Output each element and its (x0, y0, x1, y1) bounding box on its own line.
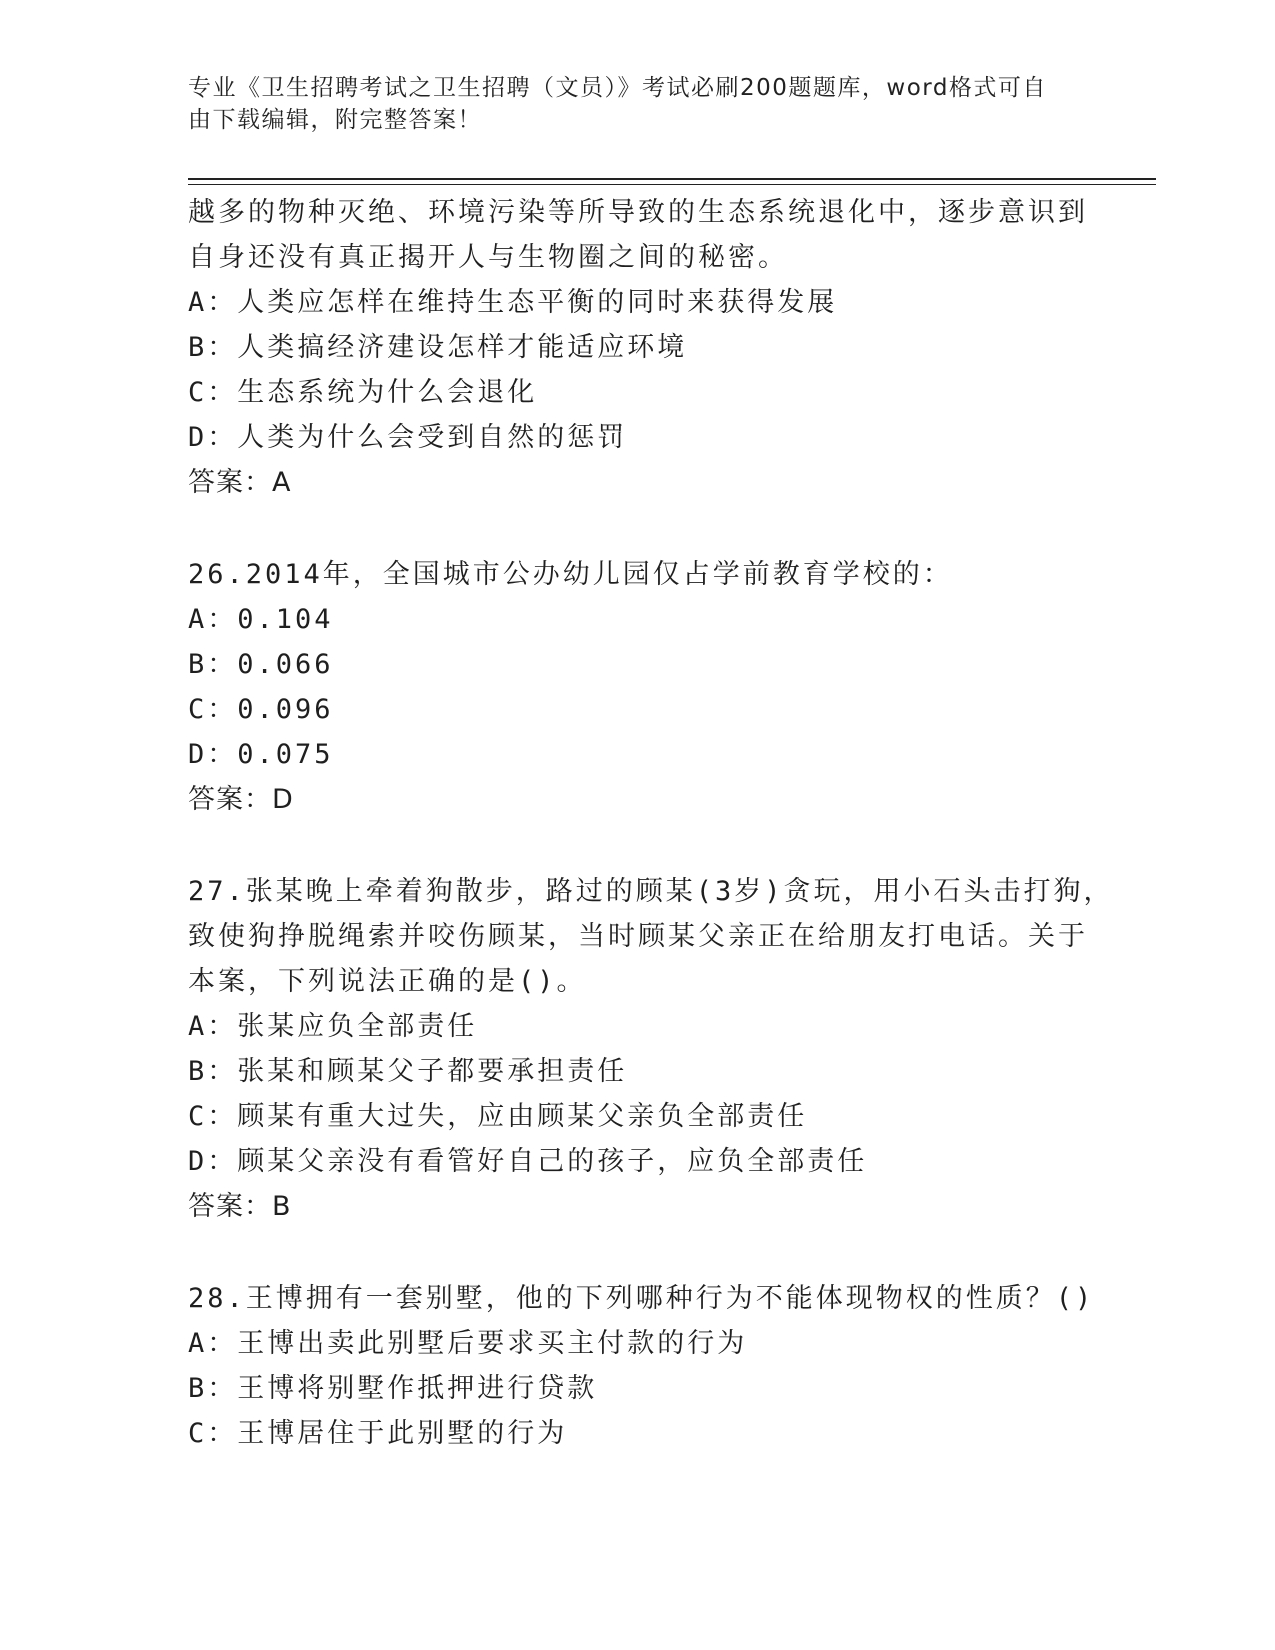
question-stem-line: 本案，下列说法正确的是()。 (188, 966, 587, 997)
question-stem-line: 27.张某晚上牵着狗散步，路过的顾某(3岁)贪玩，用小石头击打狗， (188, 876, 1114, 907)
question-stem-line: 26.2014年，全国城市公办幼儿园仅占学前教育学校的： (188, 559, 953, 590)
option-b: B：王博将别墅作抵押进行贷款 (188, 1373, 598, 1404)
question-stem-line: 自身还没有真正揭开人与生物圈之间的秘密。 (188, 242, 788, 273)
question-26 (188, 552, 1068, 822)
header-divider-thin (188, 184, 1156, 185)
option-b: B：0.066 (188, 649, 334, 680)
option-d: D：人类为什么会受到自然的惩罚 (188, 422, 628, 453)
question-list (188, 190, 1114, 1456)
option-d: D：顾某父亲没有看管好自己的孩子，应负全部责任 (188, 1146, 868, 1177)
answer-label: 答案：A (188, 467, 292, 498)
answer-label: 答案：B (188, 1191, 292, 1222)
option-c: C：生态系统为什么会退化 (188, 377, 538, 408)
option-b: B：人类搞经济建设怎样才能适应环境 (188, 332, 688, 363)
option-a: A：王博出卖此别墅后要求买主付款的行为 (188, 1328, 748, 1359)
option-c: C：王博居住于此别墅的行为 (188, 1418, 568, 1449)
header-line-1: 专业《卫生招聘考试之卫生招聘（文员）》考试必刷200题题库，word格式可自 (188, 75, 1047, 101)
question-28 (188, 1276, 1095, 1456)
option-c: C：0.096 (188, 694, 334, 725)
question-spacer (188, 505, 1068, 552)
option-a: A：0.104 (188, 604, 334, 635)
option-a: A：张某应负全部责任 (188, 1011, 478, 1042)
question-stem-line: 越多的物种灭绝、环境污染等所导致的生态系统退化中，逐步意识到 (188, 197, 1088, 228)
answer-label: 答案：D (188, 784, 294, 815)
question-stem-line: 28.王博拥有一套别墅，他的下列哪种行为不能体现物权的性质？() (188, 1283, 1095, 1314)
question-stem-line: 致使狗挣脱绳索并咬伤顾某，当时顾某父亲正在给朋友打电话。关于 (188, 921, 1088, 952)
question-27 (188, 869, 1114, 1229)
header-line-2: 由下载编辑，附完整答案！ (188, 107, 482, 133)
option-c: C：顾某有重大过失，应由顾某父亲负全部责任 (188, 1101, 808, 1132)
option-b: B：张某和顾某父子都要承担责任 (188, 1056, 628, 1087)
question-spacer (188, 1229, 1068, 1276)
question-spacer (188, 822, 1068, 869)
header-divider-thick (188, 178, 1156, 180)
option-d: D：0.075 (188, 739, 334, 770)
document-header (188, 72, 1068, 136)
question-25 (188, 190, 1088, 505)
option-a: A：人类应怎样在维持生态平衡的同时来获得发展 (188, 287, 838, 318)
